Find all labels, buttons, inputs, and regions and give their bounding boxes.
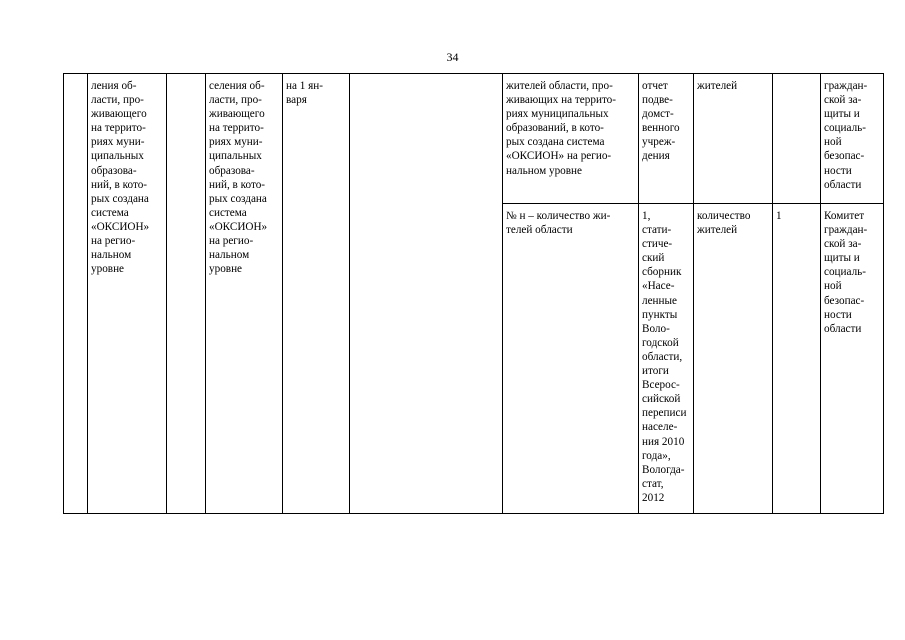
cell-indicator-definition: селения об- ласти, про- живающего на террито- риях муни- ципальных образова- ний, в кото- рых создана система «ОКСИОН» на регио- нальном уровне	[206, 74, 283, 514]
cell-unit: количество жителей	[694, 204, 773, 514]
cell-formula: жителей области, про- живающих на террито- риях муниципальных образований, в кото- рых создана система «ОКСИОН» на регио- нальном уровне	[503, 74, 639, 204]
cell-method	[773, 74, 821, 204]
cell-source: 1, стати- стиче- ский сборник «Насе- ленные пункты Воло- годской области, итоги Всерос- сийской переписи населе- ния 2010 года», Вологда- стат, 2012	[639, 204, 694, 514]
cell-indicator-name: ления об- ласти, про- живающего на террито- риях муни- ципальных образова- ний, в кото- рых создана система «ОКСИОН» на регио- нальном уровне	[88, 74, 167, 514]
cell-method: 1	[773, 204, 821, 514]
cell-responsible: Комитет граждан- ской за- щиты и социаль- ной безопас- ности области	[821, 204, 884, 514]
cell-unit: жителей	[694, 74, 773, 204]
cell-period: на 1 ян- варя	[283, 74, 350, 514]
cell-empty-1	[64, 74, 88, 514]
page-number: 34	[446, 50, 459, 64]
indicator-table	[63, 73, 884, 514]
cell-source: отчет подве- домст- венного учреж- дения	[639, 74, 694, 204]
cell-empty-2	[167, 74, 206, 514]
cell-empty-3	[350, 74, 503, 514]
cell-responsible: граждан- ской за- щиты и социаль- ной безопас- ности области	[821, 74, 884, 204]
cell-formula: № н – количество жи- телей области	[503, 204, 639, 514]
table-row	[64, 74, 884, 204]
